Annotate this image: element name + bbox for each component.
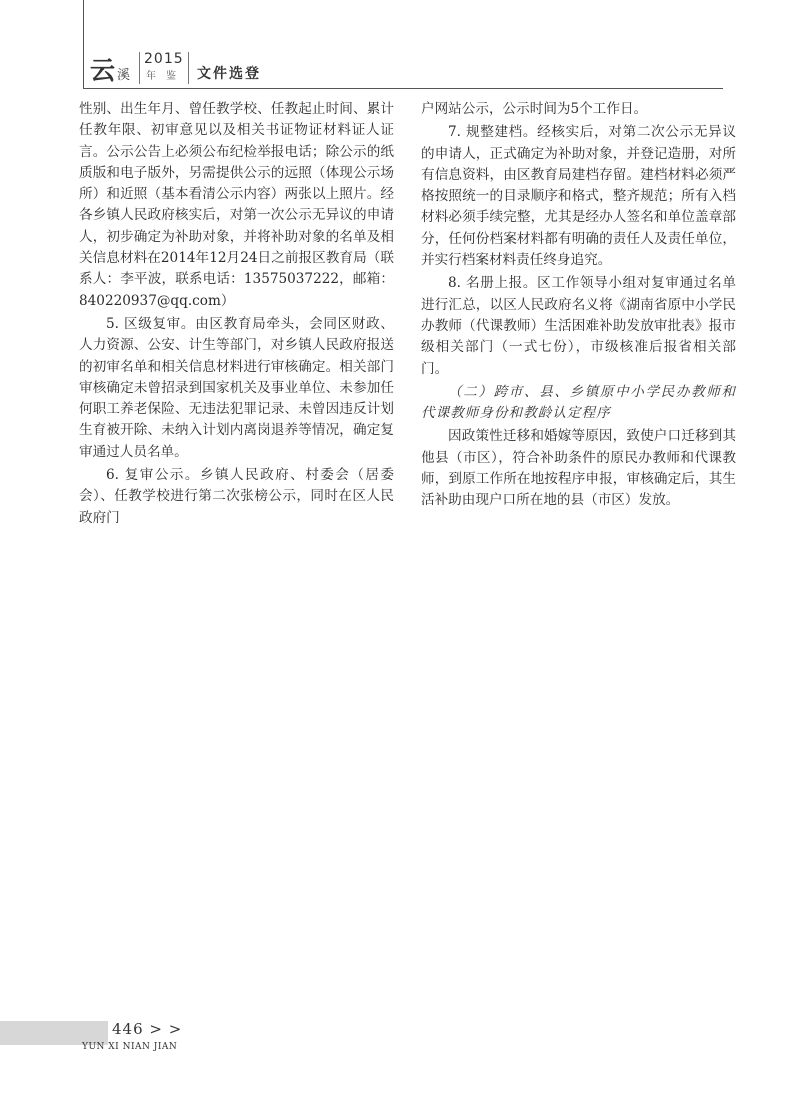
paragraph-step-8: 8. 名册上报。区工作领导小组对复审通过名单进行汇总，以区人民政府名义将《湖南省原中小学民办教师（代课教师）生活困难补助发放审批表》报市级相关部门（一式七份），市级核准后报省相关部门。 <box>421 275 736 377</box>
header-separator-1 <box>139 52 140 84</box>
paragraph-step-6: 6. 复审公示。乡镇人民政府、村委会（居委会）、任教学校进行第二次张榜公示，同时在区人民政府门 <box>79 467 394 526</box>
left-column <box>79 99 394 531</box>
header-vertical-rule <box>83 0 84 88</box>
yearbook-label: 年鉴 <box>146 71 186 82</box>
yearbook-logo-small: 溪 <box>117 68 131 83</box>
paragraph-step-5: 5. 区级复审。由区教育局牵头，会同区财政、人力资源、公安、计生等部门，对乡镇人民政府报送的初审名单和相关信息材料进行审核确定。相关部门审核确定未曾招录到国家机关及事业单位、未参加任何职工养老保险、无违法犯罪记录、未曾因违反计划生育被开除、未纳入计划内离岗退养等情况，确定复审通过人员名单。 <box>79 315 394 460</box>
paragraph-step-7: 7. 规整建档。经核实后，对第二次公示无异议的申请人，正式确定为补助对象，并登记造册，对所有信息资料，由区教育局建档存留。建档材料必须严格按照统一的目录顺序和格式，整齐规范；所有入档材料必须手续完整，尤其是经办人签名和单位盖章部分，任何份档案材料都有明确的责任人及责任单位，并实行档案材料责任终身追究。 <box>421 124 736 269</box>
page-number: 446 > > <box>112 1020 183 1038</box>
paragraph-continued-right: 户网站公示，公示时间为5个工作日。 <box>421 101 648 117</box>
header-horizontal-rule <box>83 88 723 89</box>
yearbook-logo-big: 云 <box>90 56 116 85</box>
header-separator-2 <box>188 52 189 84</box>
yearbook-year: 2015 <box>144 51 184 67</box>
subheading-cross-region: （二）跨市、县、乡镇原中小学民办教师和代课教师身份和教龄认定程序 <box>421 383 736 422</box>
paragraph-continued: 性别、出生年月、曾任教学校、任教起止时间、累计任教年限、初审意见以及相关书证物证材料证人证言。公示公告上必须公布纪检举报电话；除公示的纸质版和电子版外，另需提供公示的远照（体现公示场所）和近照（基本看清公示内容）两张以上照片。经各乡镇人民政府核实后，对第一次公示无异议的申请人，初步确定为补助对象，并将补助对象的名单及相关信息材料在2014年12月24日之前报区教育局（联系人：李平波，联系电话：13575037222，邮箱：840220937@qq.com） <box>79 101 394 309</box>
paragraph-cross-region: 因政策性迁移和婚嫁等原因，致使户口迁移到其他县（市区），符合补助条件的原民办教师和代课教师，到原工作所在地按程序申报，审核确定后，其生活补助由现户口所在地的县（市区）发放。 <box>421 428 736 509</box>
section-title: 文件选登 <box>197 66 261 82</box>
footer-subtitle: YUN XI NIAN JIAN <box>82 1042 178 1052</box>
right-column <box>421 99 736 514</box>
